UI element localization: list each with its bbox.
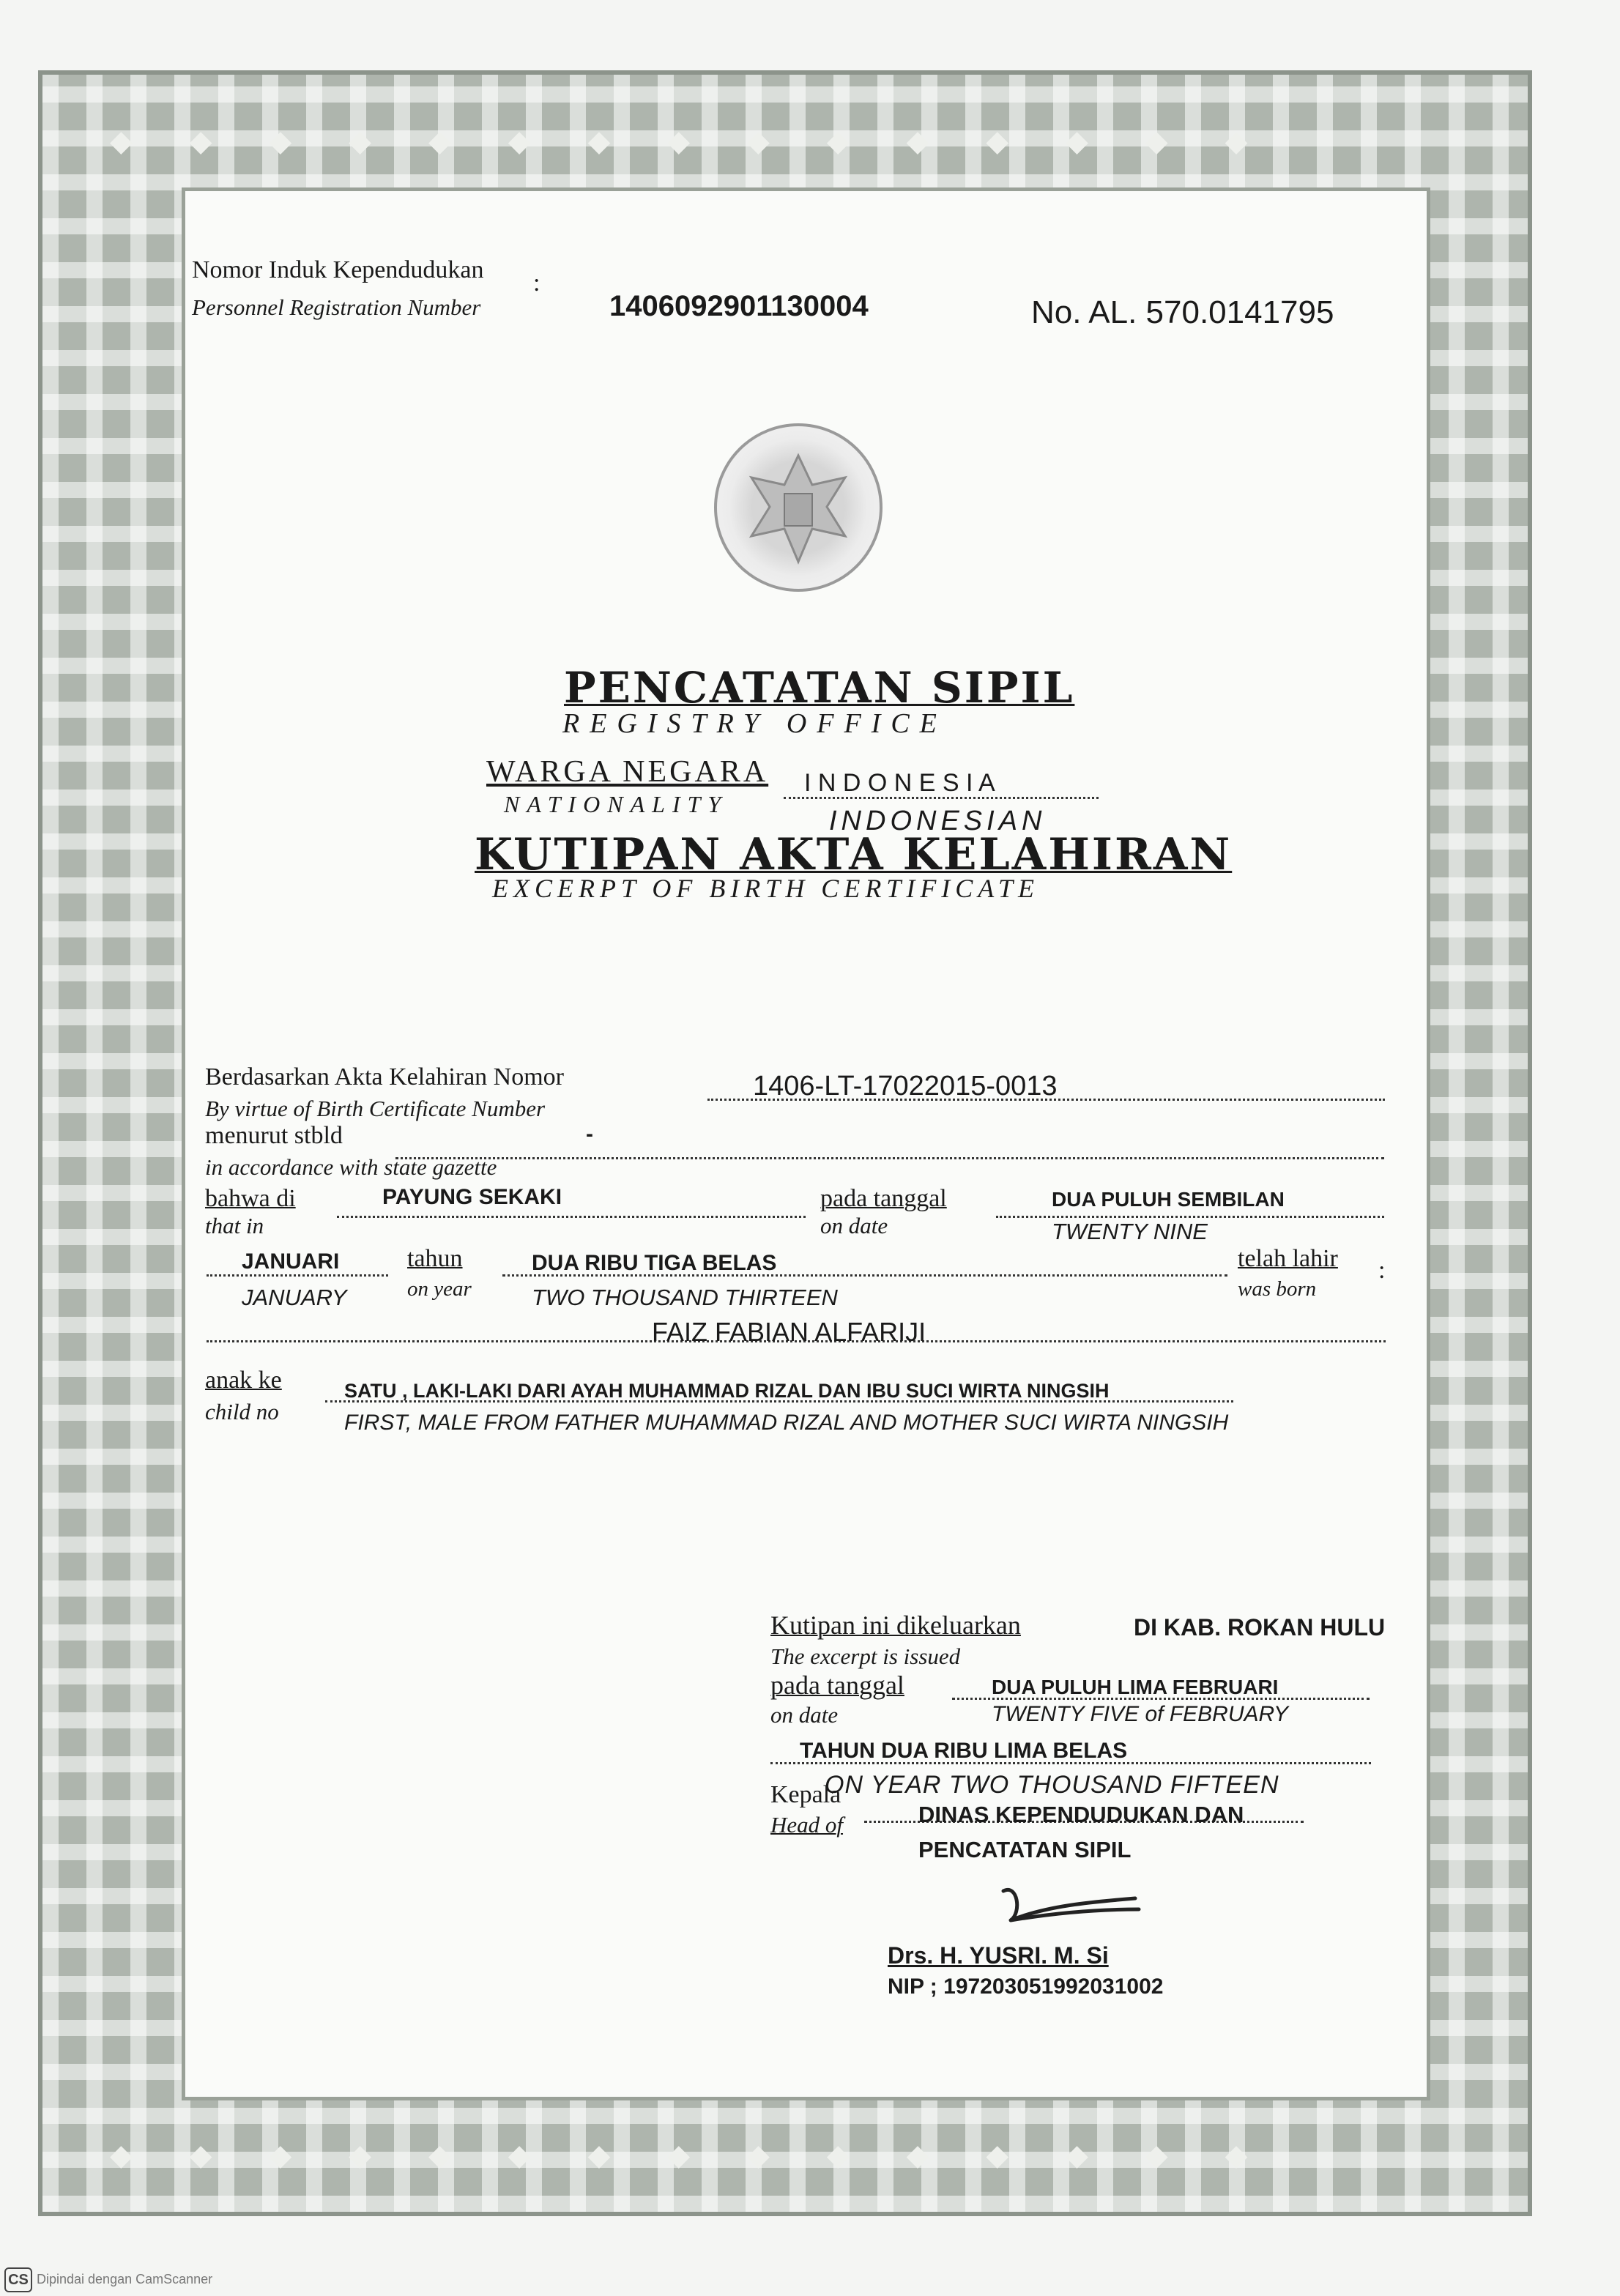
document-title: KUTIPAN AKTA KELAHIRAN — [475, 829, 1233, 880]
official-name: Drs. H. YUSRI. M. Si — [888, 1942, 1109, 1969]
birth-month-value-en: JANUARY — [242, 1285, 347, 1310]
official-nip: NIP ; 197203051992031002 — [888, 1974, 1164, 1999]
office-line-2: PENCATATAN SIPIL — [918, 1837, 1132, 1862]
issue-date-label-en: on date — [770, 1702, 839, 1728]
child-order-value: SATU , LAKI-LAKI DARI AYAH MUHAMMAD RIZAL DAN IBU SUCI WIRTA NINGSIH — [344, 1380, 1110, 1402]
nationality-label-en: NATIONALITY — [504, 791, 729, 817]
nik-colon: : — [533, 270, 540, 297]
stbld-label: menurut stbld — [205, 1122, 343, 1149]
child-order-value-en: FIRST, MALE FROM FATHER MUHAMMAD RIZAL AND MOTHER SUCI WIRTA NINGSIH — [344, 1411, 1229, 1435]
basis-value: 1406-LT-17022015-0013 — [753, 1071, 1058, 1101]
issue-year-value: TAHUN DUA RIBU LIMA BELAS — [800, 1739, 1128, 1763]
nik-label: Nomor Induk Kependudukan — [192, 256, 484, 283]
child-order-label: anak ke — [205, 1367, 282, 1394]
basis-label: Berdasarkan Akta Kelahiran Nomor — [205, 1063, 564, 1091]
birth-date-label: pada tanggal — [820, 1185, 947, 1212]
child-name-value: FAIZ FABIAN ALFARIJI — [652, 1317, 926, 1347]
nationality-label: WARGA NEGARA — [486, 755, 769, 789]
birth-date-value: DUA PULUH SEMBILAN — [1052, 1188, 1285, 1211]
issue-date-value: DUA PULUH LIMA FEBRUARI — [992, 1676, 1279, 1698]
nik-value: 1406092901130004 — [609, 290, 869, 322]
issued-label-en: The excerpt is issued — [770, 1643, 961, 1669]
birth-year-value: DUA RIBU TIGA BELAS — [532, 1251, 777, 1275]
nik-label-en: Personnel Registration Number — [192, 294, 481, 320]
signature-mark-icon — [989, 1869, 1150, 1935]
place-label-en: that in — [205, 1213, 264, 1238]
birth-date-label-en: on date — [820, 1213, 888, 1238]
nationality-value-en: INDONESIAN — [829, 806, 1047, 836]
born-colon: : — [1378, 1257, 1386, 1284]
place-label: bahwa di — [205, 1185, 296, 1212]
issued-place-value: DI KAB. ROKAN HULU — [1134, 1614, 1386, 1641]
birth-year-value-en: TWO THOUSAND THIRTEEN — [532, 1285, 838, 1310]
garuda-emblem-icon — [714, 423, 883, 592]
stbld-value: - — [586, 1122, 593, 1146]
stbld-label-en: in accordance with state gazette — [205, 1154, 497, 1180]
year-label: tahun — [407, 1245, 463, 1272]
border-pattern-bottom: ◆◆◆◆◆◆◆◆◆◆◆◆◆◆◆ — [110, 2139, 1305, 2172]
camscanner-logo-icon: CS — [4, 2267, 32, 2292]
document-title-en: EXCERPT OF BIRTH CERTIFICATE — [492, 874, 1039, 903]
child-order-label-en: child no — [205, 1399, 279, 1424]
issue-date-value-en: TWENTY FIVE of FEBRUARY — [992, 1702, 1289, 1726]
registry-title: PENCATATAN SIPIL — [564, 663, 1075, 713]
border-pattern-top: ◆◆◆◆◆◆◆◆◆◆◆◆◆◆◆ — [110, 125, 1305, 158]
issued-label: Kutipan ini dikeluarkan — [770, 1610, 1021, 1640]
issue-date-label: pada tanggal — [770, 1671, 904, 1700]
birth-date-value-en: TWENTY NINE — [1052, 1219, 1208, 1244]
head-label-en: Head of — [770, 1812, 844, 1838]
birth-month-value: JANUARI — [242, 1249, 340, 1274]
born-label-en: was born — [1238, 1277, 1317, 1301]
head-label: Kepala — [770, 1781, 841, 1808]
office-line-1: DINAS KEPENDUDUKAN DAN — [918, 1802, 1244, 1827]
camscanner-watermark: Dipindai dengan CamScanner — [37, 2272, 213, 2286]
issue-year-value-en: ON YEAR TWO THOUSAND FIFTEEN — [825, 1771, 1279, 1799]
registry-title-en: REGISTRY OFFICE — [562, 708, 947, 739]
basis-label-en: By virtue of Birth Certificate Number — [205, 1096, 546, 1121]
nationality-value: I N D O N E S I A — [804, 769, 995, 797]
certificate-number: No. AL. 570.0141795 — [1031, 294, 1334, 330]
born-label: telah lahir — [1238, 1245, 1338, 1272]
place-value: PAYUNG SEKAKI — [382, 1185, 562, 1209]
year-label-en: on year — [407, 1277, 472, 1301]
